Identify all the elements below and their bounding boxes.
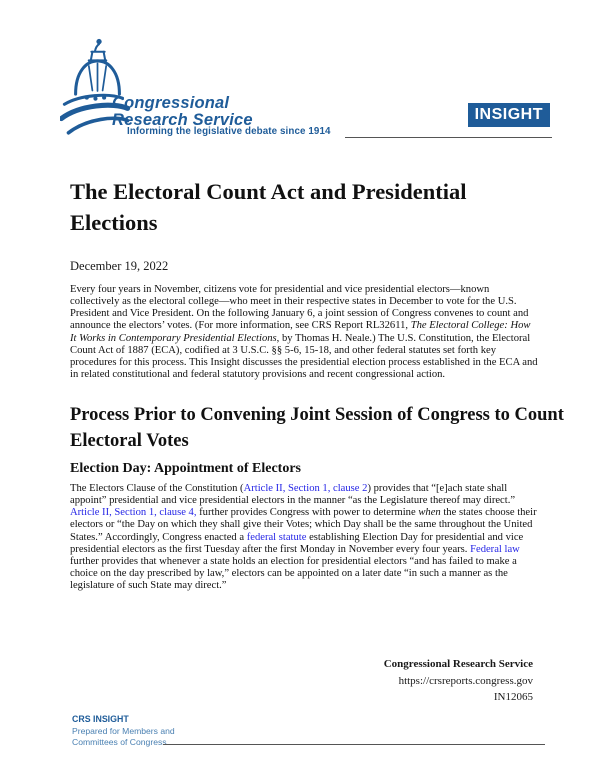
org-wordmark-line1: Congressional xyxy=(112,94,230,112)
text-segment: the states choose their electors or “the Day on which they shall give their Votes; which Day shall be the same throughout the United States.” Accordingly, Congress enacted a xyxy=(70,507,537,543)
inline-link[interactable]: Federal law xyxy=(470,543,520,555)
org-tagline: Informing the legislative debate since 1914 xyxy=(127,126,331,137)
footer-doc-id: IN12065 xyxy=(493,691,533,703)
electors-paragraph xyxy=(70,483,538,592)
footer-prepared-line2: Committees of Congress xyxy=(72,737,167,747)
inline-link[interactable]: Article II, Section 1, clause 4, xyxy=(70,507,197,519)
footer-publication-info xyxy=(384,656,533,706)
section-heading: Process Prior to Convening Joint Session of Congress to Count Electoral Votes xyxy=(70,405,564,451)
text-segment: , by Thomas H. Neale.) The U.S. Constitution, the Electoral Count Act of 1887 (ECA), codified at 3 U.S.C. §§ 5-6, 15-18, and other federal statutes set forth key procedures for this process. This Insight discusses the presidential election process established in the ECA and in related constitutional and federal statutory provisions and recent congressional action. xyxy=(70,332,538,381)
subsection-heading: Election Day: Appointment of Electors xyxy=(70,461,301,476)
footer-url: https://crsreports.congress.gov xyxy=(398,674,533,687)
text-segment: when xyxy=(418,507,441,519)
text-segment: further provides that whenever a state holds an election for presidential electors “and has failed to make a choice on the day prescribed by law,” electors can be appointed on a later date “in such a manner as the legislature of such State may direct.” xyxy=(70,555,517,592)
inline-link[interactable]: federal statute xyxy=(246,531,307,543)
footer-product-line: CRS INSIGHT xyxy=(72,714,129,724)
org-wordmark xyxy=(112,95,253,128)
footer-product-info xyxy=(72,714,175,749)
text-segment: The Electoral College: How It Works in Contemporary Presidential Elections xyxy=(70,320,531,344)
text-segment: Every four years in November, citizens vote for presidential and vice presidential electors—known collectively as the electoral college—who meet in their respective states in December to vote for the U.S. President and Vice President. On the following January 6, a joint session of Congress convenes to count and announce the electors’ votes. (For more information, see CRS Report RL32611, xyxy=(70,284,529,332)
header-rule xyxy=(345,137,552,138)
document-date: December 19, 2022 xyxy=(70,259,169,273)
intro-paragraph xyxy=(70,284,538,381)
org-wordmark-line2: Research Service xyxy=(112,110,253,129)
text-segment: The Electors Clause of the Constitution ( xyxy=(70,483,244,494)
text-segment: ) provides that “[e]ach state shall appoint” presidential and vice presidential electors in the manner “as the Legislature thereof may direct.” xyxy=(70,483,516,507)
footer-rule xyxy=(163,744,545,745)
footer-org-name: Congressional Research Service xyxy=(383,658,533,670)
insight-badge: INSIGHT xyxy=(468,103,550,127)
document-title: The Electoral Count Act and Presidential Elections xyxy=(70,179,467,235)
text-segment: further provides Congress with power to determine xyxy=(196,507,419,519)
footer-prepared-line1: Prepared for Members and xyxy=(72,725,175,736)
text-segment: establishing Election Day for presidential and vice presidential electors as the first Tuesday after the first Monday in November every four years. xyxy=(70,531,524,555)
inline-link[interactable]: Article II, Section 1, clause 2 xyxy=(243,483,368,494)
